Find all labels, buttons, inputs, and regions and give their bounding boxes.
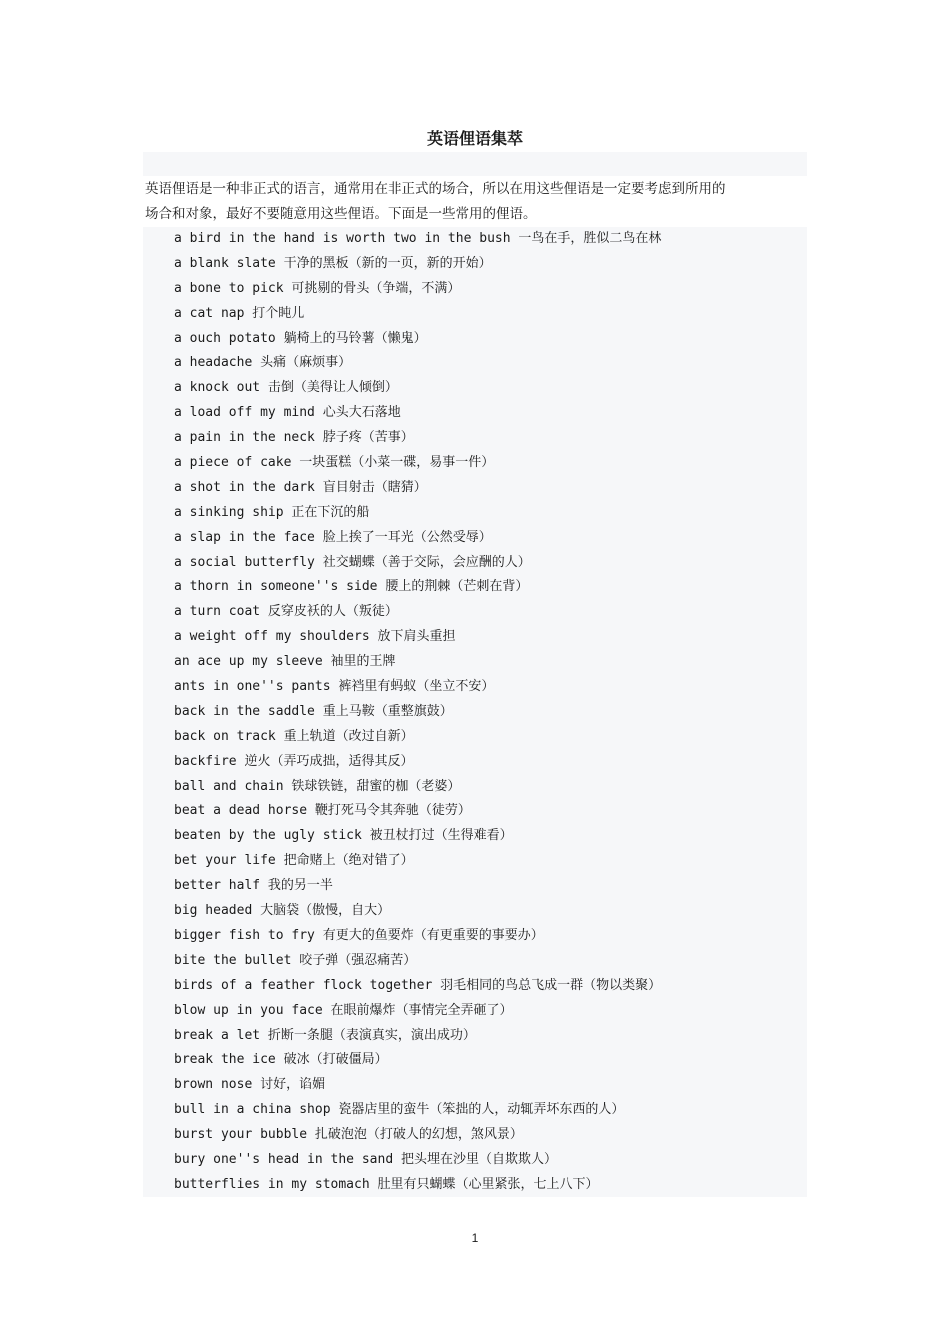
intro-line: 场合和对象，最好不要随意用这些俚语。下面是一些常用的俚语。 xyxy=(145,206,537,222)
idiom-item: a cat nap 打个盹儿 xyxy=(174,305,305,321)
shaded-spacer xyxy=(143,152,807,176)
idiom-item: back in the saddle 重上马鞍（重整旗鼓） xyxy=(174,703,453,719)
intro-paragraph xyxy=(145,177,807,227)
page-title: 英语俚语集萃 xyxy=(426,129,523,148)
idiom-item: a headache 头痛（麻烦事） xyxy=(174,355,352,371)
idiom-item: an ace up my sleeve 袖里的王牌 xyxy=(174,654,396,670)
idiom-item: ball and chain 铁球铁链，甜蜜的枷（老婆） xyxy=(174,778,461,794)
idiom-item: ants in one''s pants 裤裆里有蚂蚁（坐立不安） xyxy=(174,679,495,695)
idiom-item: a ouch potato 躺椅上的马铃薯（懒鬼） xyxy=(174,330,427,346)
idiom-item: blow up in you face 在眼前爆炸（事情完全弄砸了） xyxy=(174,1002,513,1018)
idiom-item: better half 我的另一半 xyxy=(174,878,333,894)
idiom-item: a turn coat 反穿皮袄的人（叛徒） xyxy=(174,604,398,620)
idiom-item: bigger fish to fry 有更大的鱼要炸（有更重要的事要办） xyxy=(174,927,544,943)
idiom-item: a bone to pick 可挑剔的骨头（争端，不满） xyxy=(174,280,461,296)
idiom-item: a social butterfly 社交蝴蝶（善于交际，会应酬的人） xyxy=(174,554,531,570)
idiom-item: a load off my mind 心头大石落地 xyxy=(174,405,401,421)
idiom-item: a pain in the neck 脖子疼（苦事） xyxy=(174,430,414,446)
idiom-item: bite the bullet 咬子弹（强忍痛苦） xyxy=(174,952,417,968)
idiom-item: brown nose 讨好，谄媚 xyxy=(174,1077,326,1093)
idiom-item: a knock out 击倒（美得让人倾倒） xyxy=(174,380,398,396)
idiom-item: break a let 折断一条腿（表演真实，演出成功） xyxy=(174,1027,476,1043)
idiom-item: big headed 大脑袋（傲慢，自大） xyxy=(174,903,391,919)
idiom-item: a weight off my shoulders 放下肩头重担 xyxy=(174,629,456,645)
idiom-item: a thorn in someone''s side 腰上的荆棘（芒刺在背） xyxy=(174,579,529,595)
idiom-item: beaten by the ugly stick 被丑杖打过（生得难看） xyxy=(174,828,513,844)
idiom-item: back on track 重上轨道（改过自新） xyxy=(174,728,414,744)
page-number: 1 xyxy=(471,1231,479,1245)
idiom-item: backfire 逆火（弄巧成拙，适得其反） xyxy=(174,753,414,769)
idiom-item: butterflies in my stomach 肚里有只蝴蝶（心里紧张，七上八下） xyxy=(174,1176,599,1192)
idiom-item: a bird in the hand is worth two in the bush 一鸟在手，胜似二鸟在林 xyxy=(174,231,662,246)
intro-line: 英语俚语是一种非正式的语言，通常用在非正式的场合，所以在用这些俚语是一定要考虑到所用的 xyxy=(145,181,726,197)
idiom-item: burst your bubble 扎破泡泡（打破人的幻想，煞风景） xyxy=(174,1127,523,1143)
idiom-item: a piece of cake 一块蛋糕（小菜一碟，易事一件） xyxy=(174,455,495,471)
idiom-item: beat a dead horse 鞭打死马令其奔驰（徒劳） xyxy=(174,803,471,819)
idiom-item: a slap in the face 脸上挨了一耳光（公然受辱） xyxy=(174,529,492,545)
idiom-item: a blank slate 干净的黑板（新的一页，新的开始） xyxy=(174,255,492,271)
idiom-item: a shot in the dark 盲目射击（瞎猜） xyxy=(174,479,427,495)
idiom-list-block xyxy=(143,227,807,1197)
idiom-item: birds of a feather flock together 羽毛相同的鸟总飞成一群（物以类聚） xyxy=(174,977,662,993)
idiom-item: break the ice 破冰（打破僵局） xyxy=(174,1052,388,1068)
idiom-item: bull in a china shop 瓷器店里的蛮牛（笨拙的人，动辄弄坏东西的人） xyxy=(174,1102,625,1118)
idiom-list xyxy=(174,227,661,1198)
idiom-item: a sinking ship 正在下沉的船 xyxy=(174,504,370,520)
idiom-item: bet your life 把命赌上（绝对错了） xyxy=(174,853,414,869)
idiom-item: bury one''s head in the sand 把头埋在沙里（自欺欺人） xyxy=(174,1151,557,1167)
